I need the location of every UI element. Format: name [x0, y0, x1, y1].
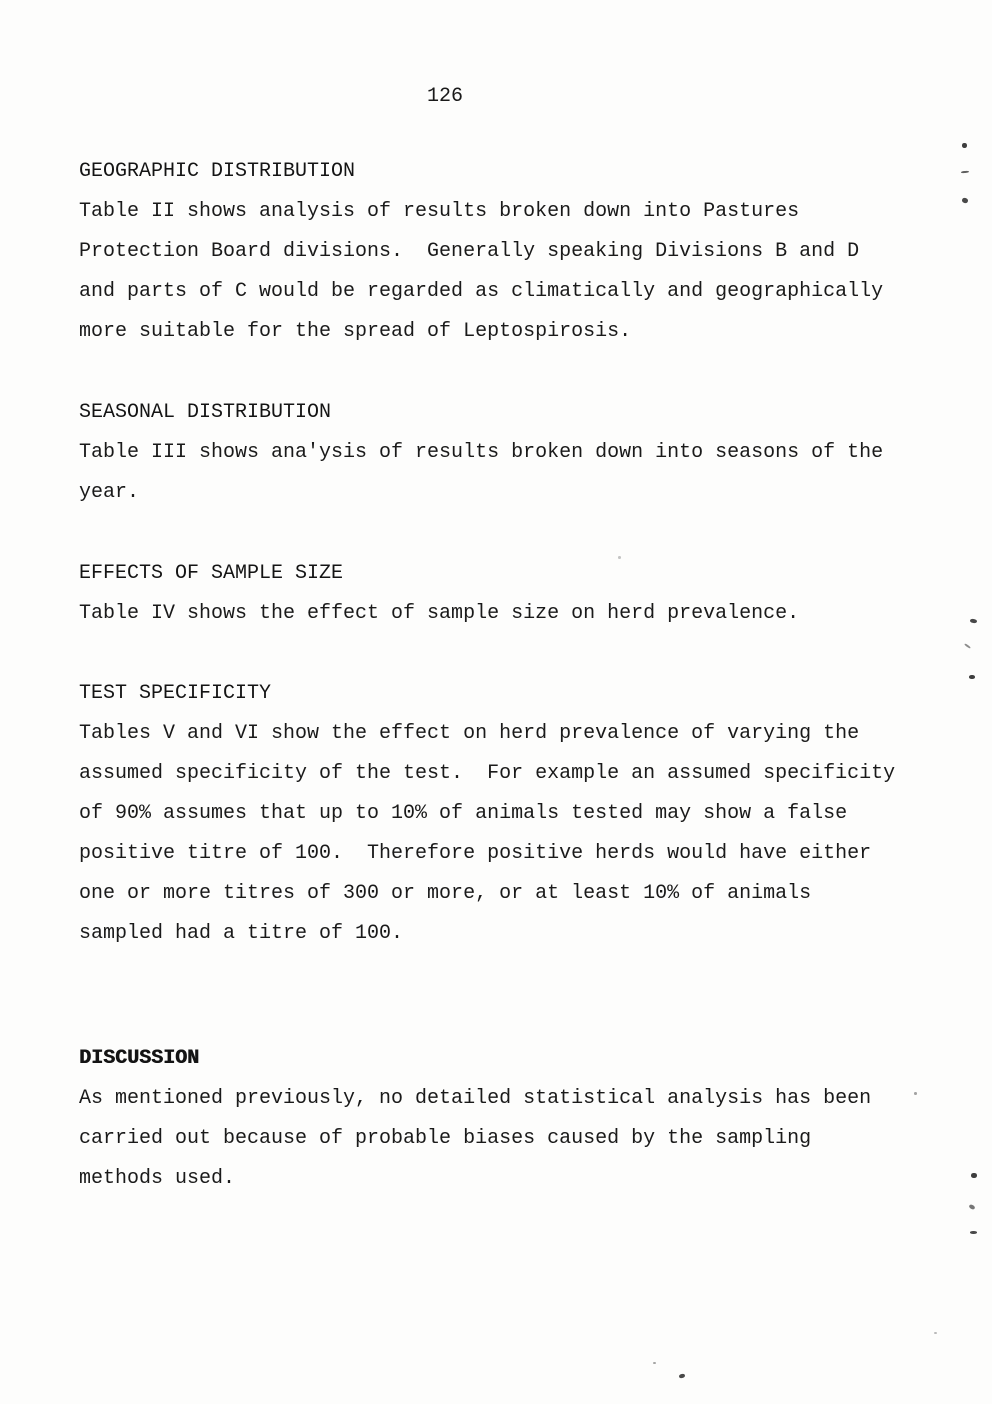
page-number: 126: [427, 85, 464, 108]
scan-speck: [934, 1332, 937, 1334]
text-line: and parts of C would be regarded as climatically and geographically: [79, 280, 884, 303]
scan-speck: [653, 1362, 656, 1364]
text-line: positive titre of 100. Therefore positive herds would have either: [79, 842, 872, 865]
scan-speck: [968, 1204, 975, 1210]
text-line: more suitable for the spread of Leptospirosis.: [79, 320, 632, 343]
text-line: Protection Board divisions. Generally speaking Divisions B and D: [79, 240, 860, 263]
section-seasonal-distribution: [79, 393, 883, 513]
section-effects-of-sample-size: [79, 554, 799, 634]
scan-speck: [914, 1092, 917, 1095]
section-heading: DISCUSSION: [79, 1047, 200, 1070]
scan-speck: [961, 197, 968, 204]
scan-speck: [971, 1173, 977, 1178]
text-line: assumed specificity of the test. For example an assumed specificity: [79, 762, 896, 785]
scan-speck: [679, 1373, 686, 1378]
section-heading: EFFECTS OF SAMPLE SIZE: [79, 562, 344, 585]
text-line: As mentioned previously, no detailed statistical analysis has been: [79, 1087, 872, 1110]
text-line: Table II shows analysis of results broken down into Pastures: [79, 200, 800, 223]
scan-speck: [964, 643, 971, 649]
scan-speck: [962, 143, 967, 148]
scan-speck: [969, 675, 975, 679]
text-line: carried out because of probable biases caused by the sampling: [79, 1127, 812, 1150]
section-geographic-distribution: [79, 152, 883, 352]
text-line: Table III shows ana'ysis of results broken down into seasons of the: [79, 441, 884, 464]
section-heading: GEOGRAPHIC DISTRIBUTION: [79, 160, 356, 183]
text-line: Table IV shows the effect of sample size on herd prevalence.: [79, 602, 800, 625]
text-line: sampled had a titre of 100.: [79, 922, 404, 945]
scan-speck: [618, 556, 621, 559]
text-line: Tables V and VI show the effect on herd prevalence of varying the: [79, 722, 860, 745]
scan-speck: [970, 1231, 977, 1234]
text-line: of 90% assumes that up to 10% of animals tested may show a false: [79, 802, 848, 825]
section-heading: SEASONAL DISTRIBUTION: [79, 401, 332, 424]
scan-speck: [970, 618, 978, 623]
text-line: year.: [79, 481, 140, 504]
section-heading: TEST SPECIFICITY: [79, 682, 272, 705]
scan-speck: [961, 171, 969, 174]
text-line: methods used.: [79, 1167, 236, 1190]
section-discussion: [79, 1039, 871, 1199]
text-line: one or more titres of 300 or more, or at least 10% of animals: [79, 882, 812, 905]
section-test-specificity: [79, 674, 895, 954]
